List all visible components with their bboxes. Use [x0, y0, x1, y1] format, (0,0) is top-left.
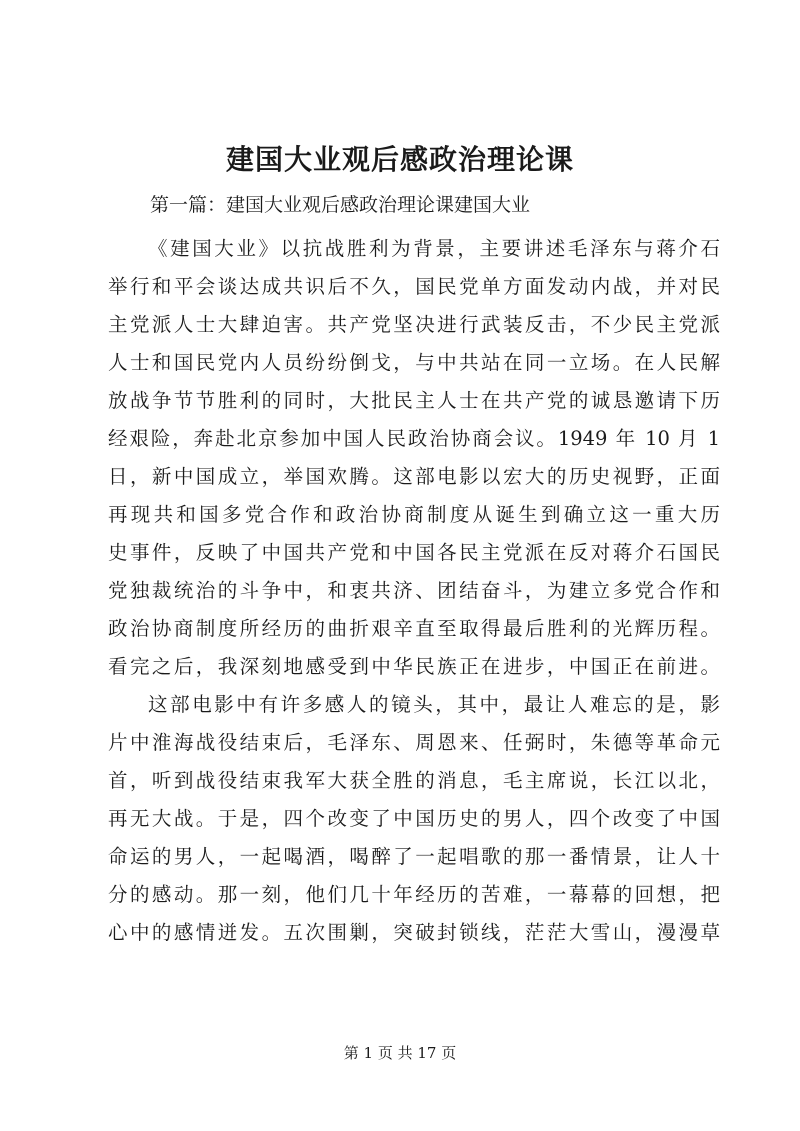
text-line: 分的感动。那一刻，他们几十年经历的苦难，一幕幕的回想，把 [108, 883, 720, 906]
text-line: 日，新中国成立，举国欢腾。这部电影以宏大的历史视野，正面 [108, 465, 720, 488]
body-text [108, 230, 720, 952]
text-line: 史事件，反映了中国共产党和中国各民主党派在反对蒋介石国民 [108, 541, 720, 564]
text-line: 这部电影中有许多感人的镜头，其中，最让人难忘的是，影 [148, 693, 720, 716]
text-line: 放战争节节胜利的同时，大批民主人士在共产党的诚恳邀请下历 [108, 389, 720, 412]
page-number: 第 1 页 共 17 页 [343, 1044, 457, 1062]
text-line: 命运的男人，一起喝酒，喝醉了一起唱歌的那一番情景，让人十 [108, 845, 720, 868]
text-line: 看完之后，我深刻地感受到中华民族正在进步，中国正在前进。 [108, 655, 720, 678]
text-line: 心中的感情迸发。五次围剿，突破封锁线，茫茫大雪山，漫漫草 [108, 921, 720, 944]
text-line: 党独裁统治的斗争中，和衷共济、团结奋斗，为建立多党合作和 [108, 579, 720, 602]
document-title: 建国大业观后感政治理论课 [225, 143, 574, 176]
text-line: 举行和平会谈达成共识后不久，国民党单方面发动内战，并对民 [108, 275, 720, 298]
text-line: 首，听到战役结束我军大获全胜的消息，毛主席说，长江以北， [108, 769, 720, 792]
text-line: 主党派人士大肆迫害。共产党坚决进行武装反击，不少民主党派 [108, 313, 720, 336]
text-line: 政治协商制度所经历的曲折艰辛直至取得最后胜利的光辉历程。 [108, 617, 720, 640]
text-line: 人士和国民党内人员纷纷倒戈，与中共站在同一立场。在人民解 [108, 351, 720, 374]
section-heading: 第一篇：建国大业观后感政治理论课建国大业 [150, 194, 531, 216]
text-line: 《建国大业》以抗战胜利为背景，主要讲述毛泽东与蒋介石 [148, 237, 720, 260]
text-line: 再现共和国多党合作和政治协商制度从诞生到确立这一重大历 [108, 503, 720, 526]
text-line: 经艰险，奔赴北京参加中国人民政治协商会议。1949 年 10 月 1 [108, 427, 720, 450]
text-line: 再无大战。于是，四个改变了中国历史的男人，四个改变了中国 [108, 807, 720, 830]
text-line: 片中淮海战役结束后，毛泽东、周恩来、任弼时，朱德等革命元 [108, 731, 720, 754]
